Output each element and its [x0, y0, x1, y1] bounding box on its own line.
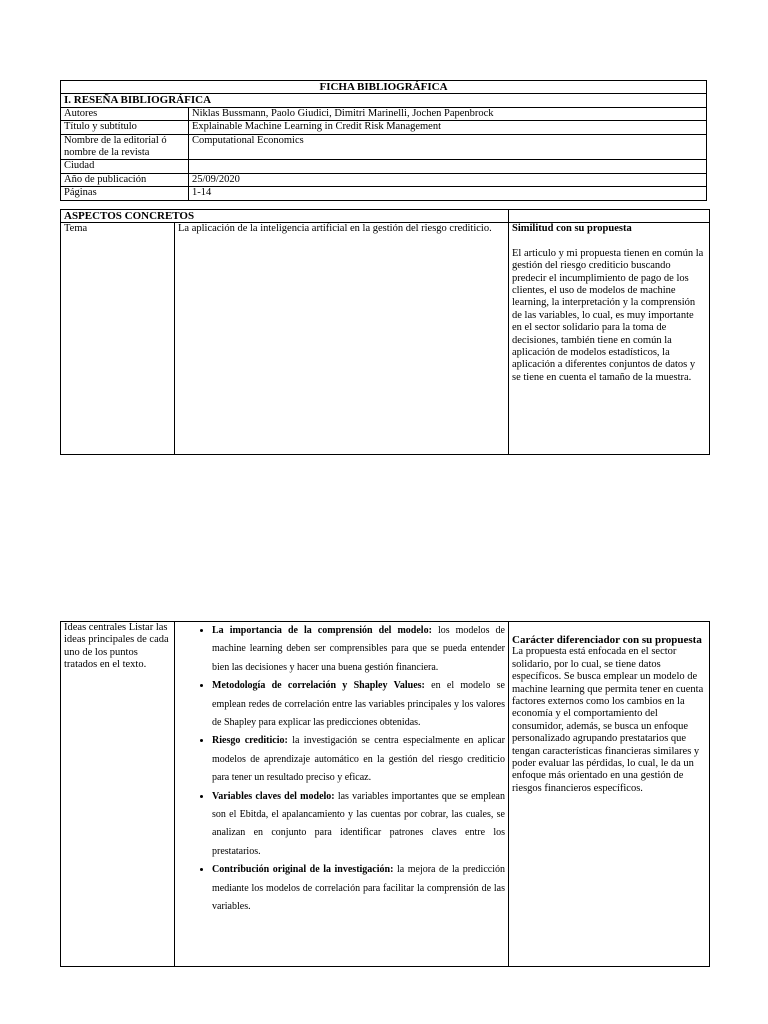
row-value: Computational Economics — [189, 134, 707, 160]
diferenciador-text: La propuesta está enfocada en el sector solidario, por lo cual, se tiene datos específicos. Se busca emplear un modelo de machine learning que permita tener en cuenta factores externos como los cambios en la economía y el comportamiento del consumidor, además, se busca un enfoque personalizado agrupando prestatarios que tengan características financieras similares y poder evaluar las pérdidas, lo cual, le da un enfoque más orientado en una gestión de riesgos financieros específicos. — [512, 646, 704, 794]
ideas-list-cell — [175, 622, 509, 967]
tema-value: La aplicación de la inteligencia artificial en la gestión del riesgo crediticio. — [175, 223, 509, 455]
row-label: Páginas — [61, 187, 189, 200]
idea-title: Metodología de correlación y Shapley Values: — [212, 680, 425, 692]
row-label: Título y subtítulo — [61, 121, 189, 134]
row-label: Nombre de la editorial ó nombre de la revista — [61, 134, 189, 160]
similitud-cell — [509, 223, 710, 455]
list-item — [212, 677, 505, 732]
idea-title: La importancia de la comprensión del modelo: — [212, 625, 432, 636]
list-item — [212, 861, 505, 916]
idea-text: las variables importantes que se emplean son el Ebitda, el apalancamiento y las cuentas por cobrar, las cuales, se analizan en conjunto para identificar patrones claves entre los prestatarios. — [212, 790, 505, 857]
similitud-text: El articulo y mi propuesta tienen en común la gestión del riesgo crediticio buscando predecir el incumplimiento de pago de los clientes, el uso de modelos de machine learning, la interpretación y la comprensión de las variables, lo cual, es muy importante en el sector solidario para la toma de decisiones, también tiene en común la aplicación de modelos estadísticos, la aplicación a diferentes conjuntos de datos y se tiene en cuenta el tamaño de la muestra. — [512, 247, 704, 383]
row-label: Año de publicación — [61, 173, 189, 186]
diferenciador-cell — [509, 622, 710, 967]
idea-text: la investigación se centra especialmente en aplicar modelos de aprendizaje automático en la gestión del riesgo crediticio para tener un resultado preciso y eficaz. — [212, 735, 505, 784]
idea-text: los modelos de machine learning deben ser comprensibles para que se pueda entender bien las decisiones y hacer una buena gestión financiera. — [212, 625, 506, 673]
table-row — [61, 173, 707, 186]
row-value — [189, 160, 707, 173]
list-item — [212, 732, 505, 787]
idea-text: en el modelo se emplean redes de correlación entre las variables principales y los valores de Shapley para explicar las predicciones obtenidas. — [212, 680, 505, 729]
table-row — [61, 160, 707, 173]
idea-title: Contribución original de la investigación: — [212, 864, 394, 876]
aspectos-concretos-table — [60, 209, 710, 455]
idea-text: la mejora de la predicción mediante los modelos de correlación para facilitar la comprensión de las variables. — [212, 864, 505, 913]
table-row — [61, 121, 707, 134]
row-value: Niklas Bussmann, Paolo Giudici, Dimitri Marinelli, Jochen Papenbrock — [189, 107, 707, 120]
row-value: 25/09/2020 — [189, 173, 707, 186]
table-row — [61, 187, 707, 200]
row-value: 1-14 — [189, 187, 707, 200]
idea-title: Variables claves del modelo: — [212, 790, 335, 802]
resena-section-title: I. RESEÑA BIBLIOGRÁFICA — [61, 94, 707, 107]
ideas-centrales-table — [60, 621, 710, 967]
aspectos-header-blank — [509, 210, 710, 223]
ideas-label: Ideas centrales Listar las ideas principales de cada uno de los puntos tratados en el texto. — [61, 622, 175, 967]
table-row — [61, 107, 707, 120]
ficha-bibliografica-table — [60, 80, 707, 201]
list-item — [212, 788, 505, 862]
tema-label: Tema — [61, 223, 175, 455]
idea-title: Riesgo crediticio: — [212, 735, 288, 747]
ideas-list — [178, 622, 505, 917]
row-label: Ciudad — [61, 160, 189, 173]
row-label: Autores — [61, 107, 189, 120]
aspectos-header: ASPECTOS CONCRETOS — [61, 210, 509, 223]
list-item — [212, 622, 505, 677]
diferenciador-title: Carácter diferenciador con su propuesta — [512, 634, 702, 646]
table-row — [61, 134, 707, 160]
similitud-title: Similitud con su propuesta — [512, 223, 632, 235]
ficha-title: FICHA BIBLIOGRÁFICA — [61, 81, 707, 94]
row-value: Explainable Machine Learning in Credit Risk Management — [189, 121, 707, 134]
